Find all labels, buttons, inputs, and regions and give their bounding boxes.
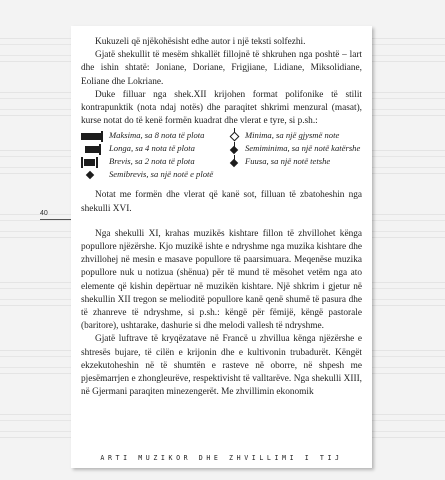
legend-label: Fuusa, sa një notë tetshe <box>245 156 331 167</box>
paragraph-5: Nga shekulli XI, krahas muzikës kishtare fillon të zhvillohet kënga popullore njëzërshe. Kjo muzikë ishte e ndryshme nga muzika kishtare dhe zhvillohej në mesin e masave popullore të paarsimuara. Meqenëse muzika popullore nuk u notizua (shënua) për të mund të mësohet vetëm nga ato elemente që kishin depërtuar në muzikën kishtare. Një shkrim i gjetur në shekullin XII tregon se melioditë popullore kanë qenë shumë të pasura dhe të zhanreve të ndryshme, si p.sh.: këngë për fëmijë, këngë pastorale (baritore), ushtarake, dashurie si dhe melodi vallesh të ndryshme. <box>81 228 362 332</box>
semiminima-note-icon <box>229 144 241 154</box>
brevis-note-icon <box>81 157 105 167</box>
book-page <box>71 26 372 468</box>
legend-label: Minima, sa një gjysmë note <box>245 130 340 141</box>
minima-note-icon <box>229 131 241 141</box>
legend-row <box>81 142 362 155</box>
fusa-note-icon <box>229 157 241 167</box>
legend-row <box>81 129 362 142</box>
legend-row <box>81 155 362 168</box>
paragraph-2: Gjatë shekullit të mesëm shkallët fillojnë të shkruhen nga poshtë – lart dhe ishin shtatë: Joniane, Doriane, Frigjiane, Lidiane, Miksolidiane, Eoliane dhe Lokriane. <box>81 50 362 87</box>
paragraph-4: Notat me formën dhe vlerat që kanë sot, filluan të zbatoheshin nga shekulli XVI. <box>81 190 362 214</box>
legend-label: Semibrevis, sa një notë e plotë <box>109 169 214 180</box>
note-values-legend <box>81 129 362 181</box>
legend-label: Maksima, sa 8 nota të plota <box>109 130 205 141</box>
legend-label: Semiminima, sa një notë katërshe <box>245 143 361 154</box>
body-text <box>81 36 362 399</box>
running-footer: ARTI MUZIKOR DHE ZHVILLIMI I TIJ <box>100 454 343 462</box>
legend-row <box>81 168 362 181</box>
legend-label: Brevis, sa 2 nota të plota <box>109 156 195 167</box>
semibrevis-note-icon <box>81 170 105 180</box>
maxima-note-icon <box>81 131 105 141</box>
longa-note-icon <box>81 144 105 154</box>
paragraph-1: Kukuzeli që njëkohësisht edhe autor i një teksti solfezhi. <box>95 37 306 47</box>
paragraph-6: Gjatë luftrave të kryqëzatave në Francë u zhvillua kënga njëzërshe e shtresës bujare, të cilën e krijonin dhe e kultivonin trubadurët. Këngët ekzekutoheshin në të shumtën e rasteve në oborre, në shpesh me pjesëmarrjen e zhongleurëve, respektivisht të valltarëve. Nga shekulli XIII, në Gjermani paraqiten minezengerët. Me zhvillimin ekonomik <box>81 334 362 398</box>
margin-rule <box>40 219 71 220</box>
margin-page-number: 40 <box>40 210 48 217</box>
legend-label: Longa, sa 4 nota të plota <box>109 143 195 154</box>
paragraph-3: Duke filluar nga shek.XII krijohen format polifonike të stilit kontrapunktik (nota ndaj notës) dhe paraqitet shkrimi menzural (masat), kurse notat do të kenë formën kuadrat dhe vlerat e tyre, si p.sh.: <box>81 89 362 127</box>
